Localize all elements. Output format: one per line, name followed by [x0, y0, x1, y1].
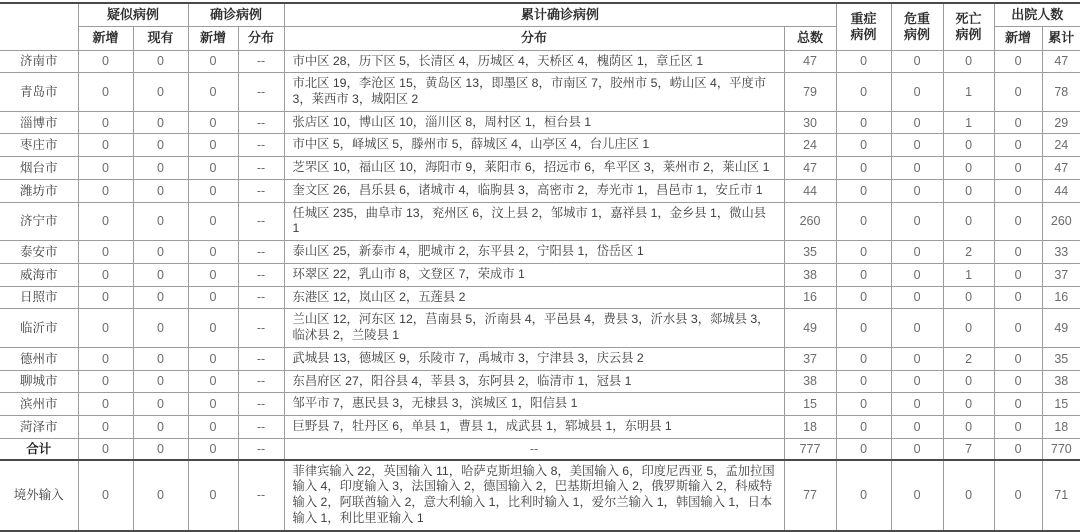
- cell-confirmed-dist: --: [238, 134, 284, 157]
- cell-confirmed-dist: --: [238, 438, 284, 460]
- cell-suspected-existing: 0: [133, 286, 188, 309]
- cell-critical: 0: [891, 415, 943, 438]
- cell-confirmed-new: 0: [188, 134, 238, 157]
- table-row: [0, 73, 1080, 111]
- cell-region-name: 滨州市: [0, 393, 78, 416]
- cell-critical: 0: [891, 286, 943, 309]
- cell-cumulative-total: 47: [784, 157, 836, 180]
- table-row: [0, 241, 1080, 264]
- subheader-cumulative-total: 总数: [784, 27, 836, 50]
- cell-deaths: 0: [943, 370, 994, 393]
- cell-suspected-new: 0: [78, 393, 133, 416]
- cell-suspected-new: 0: [78, 179, 133, 202]
- subheader-discharged-total: 累计: [1042, 27, 1080, 50]
- cell-severe: 0: [836, 73, 891, 111]
- cell-critical: 0: [891, 111, 943, 134]
- cell-confirmed-new: 0: [188, 393, 238, 416]
- cell-suspected-new: 0: [78, 134, 133, 157]
- cell-region-name: 烟台市: [0, 157, 78, 180]
- cell-suspected-new: 0: [78, 460, 133, 531]
- cell-confirmed-new: 0: [188, 309, 238, 347]
- cell-confirmed-dist: --: [238, 111, 284, 134]
- cell-confirmed-new: 0: [188, 263, 238, 286]
- cell-discharged-new: 0: [994, 179, 1042, 202]
- cell-deaths: 0: [943, 50, 994, 73]
- cell-cumulative-dist: 泰山区 25，新泰市 4，肥城市 2，东平县 2，宁阳县 1，岱岳区 1: [284, 241, 784, 264]
- cell-severe: 0: [836, 157, 891, 180]
- cell-deaths: 2: [943, 347, 994, 370]
- cell-confirmed-dist: --: [238, 241, 284, 264]
- cell-discharged-total: 38: [1042, 370, 1080, 393]
- cell-region-name: 临沂市: [0, 309, 78, 347]
- table-row: [0, 370, 1080, 393]
- table-header: [0, 3, 1080, 50]
- cell-confirmed-new: 0: [188, 415, 238, 438]
- cell-confirmed-dist: --: [238, 202, 284, 240]
- cell-discharged-total: 49: [1042, 309, 1080, 347]
- header-cumulative-confirmed: 累计确诊病例: [284, 3, 836, 27]
- cell-suspected-existing: 0: [133, 438, 188, 460]
- cell-confirmed-new: 0: [188, 241, 238, 264]
- cell-severe: 0: [836, 50, 891, 73]
- cell-confirmed-new: 0: [188, 438, 238, 460]
- cell-discharged-new: 0: [994, 286, 1042, 309]
- cell-confirmed-new: 0: [188, 347, 238, 370]
- cell-cumulative-dist: 邹平市 7，惠民县 3，无棣县 3，滨城区 1，阳信县 1: [284, 393, 784, 416]
- table-row: [0, 179, 1080, 202]
- cell-cumulative-dist: 环翠区 22，乳山市 8，文登区 7，荣成市 1: [284, 263, 784, 286]
- cell-suspected-existing: 0: [133, 370, 188, 393]
- subheader-discharged-new: 新增: [994, 27, 1042, 50]
- cell-discharged-total: 260: [1042, 202, 1080, 240]
- subheader-suspected-existing: 现有: [133, 27, 188, 50]
- cell-suspected-new: 0: [78, 241, 133, 264]
- cell-critical: 0: [891, 309, 943, 347]
- cell-deaths: 1: [943, 111, 994, 134]
- cell-suspected-new: 0: [78, 370, 133, 393]
- cell-critical: 0: [891, 460, 943, 531]
- table-row: [0, 393, 1080, 416]
- cell-cumulative-dist: 兰山区 12，河东区 12，莒南县 5，沂南县 4，平邑县 4，费县 3，沂水县 3，郯城县 3，临沭县 2，兰陵县 1: [284, 309, 784, 347]
- cell-discharged-new: 0: [994, 309, 1042, 347]
- cell-cumulative-dist: 巨野县 7，牡丹区 6，单县 1，曹县 1，成武县 1，郓城县 1，东明县 1: [284, 415, 784, 438]
- cell-region-name: 合计: [0, 438, 78, 460]
- cell-deaths: 0: [943, 202, 994, 240]
- cell-discharged-total: 78: [1042, 73, 1080, 111]
- cell-cumulative-dist: 任城区 235，曲阜市 13，兖州区 6，汶上县 2，邹城市 1，嘉祥县 1，金乡县 1，微山县 1: [284, 202, 784, 240]
- subheader-confirmed-dist: 分布: [238, 27, 284, 50]
- cell-suspected-new: 0: [78, 415, 133, 438]
- cell-discharged-total: 29: [1042, 111, 1080, 134]
- header-death-cases: 死亡病例: [943, 3, 994, 50]
- cell-suspected-existing: 0: [133, 309, 188, 347]
- cell-region-name: 菏泽市: [0, 415, 78, 438]
- table-row: [0, 309, 1080, 347]
- cell-suspected-existing: 0: [133, 393, 188, 416]
- header-critical-cases: 危重病例: [891, 3, 943, 50]
- cell-confirmed-new: 0: [188, 179, 238, 202]
- cell-critical: 0: [891, 347, 943, 370]
- cell-severe: 0: [836, 415, 891, 438]
- header-suspected-cases: 疑似病例: [78, 3, 188, 27]
- table-row: [0, 202, 1080, 240]
- corner-cell: [0, 3, 78, 50]
- cell-suspected-existing: 0: [133, 347, 188, 370]
- cell-cumulative-dist: 市北区 19，李沧区 15，黄岛区 13，即墨区 8，市南区 7，胶州市 5，崂山区 4，平度市 3，莱西市 3，城阳区 2: [284, 73, 784, 111]
- cell-confirmed-dist: --: [238, 309, 284, 347]
- table-row: [0, 347, 1080, 370]
- cell-deaths: 0: [943, 460, 994, 531]
- subheader-cumulative-dist: 分布: [284, 27, 784, 50]
- cell-discharged-total: 71: [1042, 460, 1080, 531]
- cell-cumulative-total: 38: [784, 370, 836, 393]
- cell-suspected-new: 0: [78, 309, 133, 347]
- cell-discharged-new: 0: [994, 393, 1042, 416]
- cell-confirmed-dist: --: [238, 370, 284, 393]
- cell-discharged-new: 0: [994, 134, 1042, 157]
- cell-deaths: 0: [943, 157, 994, 180]
- cell-region-name: 威海市: [0, 263, 78, 286]
- cell-cumulative-dist: 菲律宾输入 22，英国输入 11，哈萨克斯坦输入 8，美国输入 6，印度尼西亚 5，孟加拉国输入 4，印度输入 3，法国输入 2，德国输入 2，巴基斯坦输入 2，俄罗斯输入 2，科威特输入 2，阿联酋输入 2，意大利输入 1，比利时输入 1，爱尔兰输入 1，韩国输入 1，日本输入 1，利比里亚输入 1: [284, 460, 784, 531]
- table-row: [0, 50, 1080, 73]
- cell-cumulative-total: 37: [784, 347, 836, 370]
- cell-discharged-new: 0: [994, 370, 1042, 393]
- cell-discharged-total: 37: [1042, 263, 1080, 286]
- table-row: [0, 438, 1080, 460]
- cell-suspected-existing: 0: [133, 202, 188, 240]
- cell-discharged-new: 0: [994, 50, 1042, 73]
- cell-discharged-new: 0: [994, 415, 1042, 438]
- cell-critical: 0: [891, 263, 943, 286]
- cell-suspected-new: 0: [78, 438, 133, 460]
- cell-deaths: 7: [943, 438, 994, 460]
- cell-deaths: 0: [943, 415, 994, 438]
- subheader-suspected-new: 新增: [78, 27, 133, 50]
- cell-confirmed-dist: --: [238, 179, 284, 202]
- cell-cumulative-total: 44: [784, 179, 836, 202]
- cell-discharged-new: 0: [994, 241, 1042, 264]
- cell-deaths: 0: [943, 134, 994, 157]
- cell-region-name: 济宁市: [0, 202, 78, 240]
- cell-suspected-new: 0: [78, 263, 133, 286]
- header-confirmed-cases: 确诊病例: [188, 3, 284, 27]
- cell-severe: 0: [836, 134, 891, 157]
- cell-deaths: 1: [943, 263, 994, 286]
- cell-cumulative-total: 15: [784, 393, 836, 416]
- cell-deaths: 0: [943, 393, 994, 416]
- cell-suspected-existing: 0: [133, 241, 188, 264]
- cell-region-name: 青岛市: [0, 73, 78, 111]
- cell-cumulative-total: 24: [784, 134, 836, 157]
- cell-critical: 0: [891, 73, 943, 111]
- cell-severe: 0: [836, 111, 891, 134]
- table-row: [0, 263, 1080, 286]
- cell-suspected-new: 0: [78, 111, 133, 134]
- cell-region-name: 济南市: [0, 50, 78, 73]
- cell-suspected-existing: 0: [133, 157, 188, 180]
- table-body: [0, 50, 1080, 531]
- cell-suspected-existing: 0: [133, 460, 188, 531]
- cell-discharged-total: 44: [1042, 179, 1080, 202]
- cell-suspected-new: 0: [78, 157, 133, 180]
- cell-suspected-existing: 0: [133, 179, 188, 202]
- cell-region-name: 淄博市: [0, 111, 78, 134]
- cell-cumulative-dist: 武城县 13，德城区 9，乐陵市 7，禹城市 3，宁津县 3，庆云县 2: [284, 347, 784, 370]
- cell-critical: 0: [891, 438, 943, 460]
- cell-deaths: 0: [943, 309, 994, 347]
- table-row: [0, 286, 1080, 309]
- cell-cumulative-total: 777: [784, 438, 836, 460]
- cell-critical: 0: [891, 50, 943, 73]
- cell-cumulative-total: 49: [784, 309, 836, 347]
- cell-severe: 0: [836, 202, 891, 240]
- cell-cumulative-dist: 张店区 10，博山区 10，淄川区 8，周村区 1，桓台县 1: [284, 111, 784, 134]
- cell-confirmed-new: 0: [188, 460, 238, 531]
- cell-discharged-total: 16: [1042, 286, 1080, 309]
- cell-cumulative-dist: 奎文区 26，昌乐县 6，诸城市 4，临朐县 3，高密市 2，寿光市 1，昌邑市 1，安丘市 1: [284, 179, 784, 202]
- cell-discharged-total: 18: [1042, 415, 1080, 438]
- cell-confirmed-dist: --: [238, 347, 284, 370]
- cell-discharged-new: 0: [994, 73, 1042, 111]
- cell-severe: 0: [836, 286, 891, 309]
- cell-severe: 0: [836, 438, 891, 460]
- cell-confirmed-new: 0: [188, 73, 238, 111]
- cell-severe: 0: [836, 370, 891, 393]
- cell-critical: 0: [891, 134, 943, 157]
- cell-cumulative-total: 79: [784, 73, 836, 111]
- cell-severe: 0: [836, 460, 891, 531]
- cell-discharged-new: 0: [994, 347, 1042, 370]
- cell-confirmed-new: 0: [188, 286, 238, 309]
- table-row: [0, 415, 1080, 438]
- cell-cumulative-total: 35: [784, 241, 836, 264]
- cell-cumulative-total: 77: [784, 460, 836, 531]
- cell-discharged-total: 33: [1042, 241, 1080, 264]
- cell-deaths: 1: [943, 73, 994, 111]
- cell-confirmed-new: 0: [188, 370, 238, 393]
- header-discharged: 出院人数: [994, 3, 1080, 27]
- cell-discharged-total: 15: [1042, 393, 1080, 416]
- cell-deaths: 0: [943, 286, 994, 309]
- cell-cumulative-dist: 东昌府区 27，阳谷县 4，莘县 3，东阿县 2，临清市 1，冠县 1: [284, 370, 784, 393]
- table-row: [0, 111, 1080, 134]
- cell-confirmed-dist: --: [238, 73, 284, 111]
- cell-cumulative-total: 47: [784, 50, 836, 73]
- cell-cumulative-total: 30: [784, 111, 836, 134]
- cell-cumulative-dist: --: [284, 438, 784, 460]
- cell-cumulative-dist: 市中区 5，峄城区 5，滕州市 5，薛城区 4，山亭区 4，台儿庄区 1: [284, 134, 784, 157]
- header-severe-cases: 重症病例: [836, 3, 891, 50]
- cell-critical: 0: [891, 241, 943, 264]
- cell-discharged-new: 0: [994, 111, 1042, 134]
- covid-stats-table: [0, 2, 1080, 532]
- cell-region-name: 枣庄市: [0, 134, 78, 157]
- cell-confirmed-dist: --: [238, 50, 284, 73]
- cell-region-name: 德州市: [0, 347, 78, 370]
- subheader-confirmed-new: 新增: [188, 27, 238, 50]
- table-row: [0, 460, 1080, 531]
- cell-discharged-total: 35: [1042, 347, 1080, 370]
- cell-confirmed-dist: --: [238, 157, 284, 180]
- cell-severe: 0: [836, 393, 891, 416]
- cell-cumulative-dist: 芝罘区 10，福山区 10，海阳市 9，莱阳市 6，招远市 6，牟平区 3，莱州市 2，莱山区 1: [284, 157, 784, 180]
- cell-suspected-existing: 0: [133, 73, 188, 111]
- cell-confirmed-dist: --: [238, 415, 284, 438]
- cell-critical: 0: [891, 393, 943, 416]
- header-group-row: [0, 3, 1080, 27]
- cell-discharged-new: 0: [994, 460, 1042, 531]
- cell-cumulative-total: 260: [784, 202, 836, 240]
- cell-discharged-new: 0: [994, 438, 1042, 460]
- cell-discharged-new: 0: [994, 202, 1042, 240]
- cell-discharged-total: 770: [1042, 438, 1080, 460]
- cell-cumulative-total: 38: [784, 263, 836, 286]
- cell-suspected-existing: 0: [133, 263, 188, 286]
- cell-suspected-new: 0: [78, 202, 133, 240]
- cell-confirmed-new: 0: [188, 50, 238, 73]
- cell-confirmed-new: 0: [188, 202, 238, 240]
- cell-critical: 0: [891, 179, 943, 202]
- cell-suspected-new: 0: [78, 73, 133, 111]
- cell-severe: 0: [836, 241, 891, 264]
- cell-confirmed-new: 0: [188, 157, 238, 180]
- cell-region-name: 日照市: [0, 286, 78, 309]
- cell-cumulative-total: 18: [784, 415, 836, 438]
- cell-suspected-new: 0: [78, 347, 133, 370]
- cell-region-name: 境外输入: [0, 460, 78, 531]
- cell-suspected-existing: 0: [133, 111, 188, 134]
- cell-discharged-total: 24: [1042, 134, 1080, 157]
- cell-region-name: 潍坊市: [0, 179, 78, 202]
- cell-cumulative-total: 16: [784, 286, 836, 309]
- table-row: [0, 157, 1080, 180]
- cell-critical: 0: [891, 157, 943, 180]
- cell-confirmed-dist: --: [238, 286, 284, 309]
- cell-suspected-existing: 0: [133, 415, 188, 438]
- cell-suspected-new: 0: [78, 50, 133, 73]
- cell-severe: 0: [836, 309, 891, 347]
- cell-deaths: 2: [943, 241, 994, 264]
- cell-discharged-total: 47: [1042, 157, 1080, 180]
- cell-cumulative-dist: 东港区 12，岚山区 2，五莲县 2: [284, 286, 784, 309]
- cell-suspected-existing: 0: [133, 50, 188, 73]
- cell-region-name: 泰安市: [0, 241, 78, 264]
- cell-cumulative-dist: 市中区 28，历下区 5，长清区 4，历城区 4，天桥区 4，槐荫区 1，章丘区 1: [284, 50, 784, 73]
- cell-critical: 0: [891, 202, 943, 240]
- cell-confirmed-dist: --: [238, 460, 284, 531]
- cell-deaths: 0: [943, 179, 994, 202]
- cell-discharged-new: 0: [994, 157, 1042, 180]
- cell-discharged-new: 0: [994, 263, 1042, 286]
- cell-region-name: 聊城市: [0, 370, 78, 393]
- cell-severe: 0: [836, 263, 891, 286]
- table-row: [0, 134, 1080, 157]
- cell-critical: 0: [891, 370, 943, 393]
- cell-suspected-new: 0: [78, 286, 133, 309]
- cell-confirmed-dist: --: [238, 263, 284, 286]
- cell-confirmed-new: 0: [188, 111, 238, 134]
- cell-discharged-total: 47: [1042, 50, 1080, 73]
- cell-suspected-existing: 0: [133, 134, 188, 157]
- cell-confirmed-dist: --: [238, 393, 284, 416]
- cell-severe: 0: [836, 347, 891, 370]
- cell-severe: 0: [836, 179, 891, 202]
